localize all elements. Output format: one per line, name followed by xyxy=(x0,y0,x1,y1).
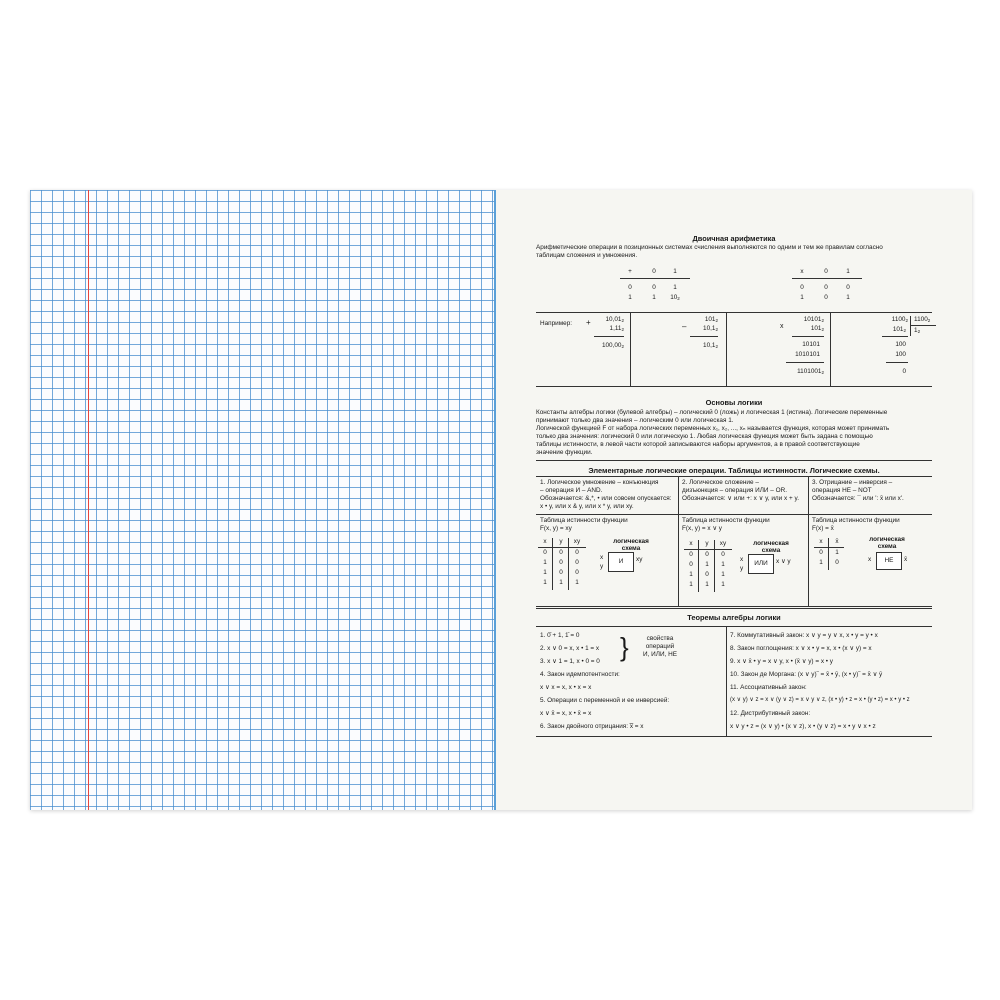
logic-line: принимают только два значения – логическим 0 или логическая 1. xyxy=(536,417,734,424)
logic-line: Логической функцией F от набора логических переменных x₁, x₂, ..., xₙ называется функция, которая может принимать xyxy=(536,425,890,432)
or-gate: ИЛИ xyxy=(748,554,774,574)
logic-line: Константы алгебры логики (булевой алгебры) – логический 0 (ложь) и логическая 1 (истина). Логические переменные xyxy=(536,409,888,416)
and-gate: И xyxy=(608,552,634,572)
reference-page: Двоичная арифметика Арифметические операции в позиционных системах счисления выполняются по одним и тем же правилам согласно таблицам сложения и умножения. + 0 1 0 0 1 1 1 $10_2$ x 0 1 0 0 0 1 0 1 Например: + $10,01_2$ $1,11_2$ $100,00_2$ – $101_2$ $10,1_2$ $10,1_2$ x $10101_2$ $101_2$ 10101 1010101 $1101001_2$ $1100_2$ $1100_2$ $101_2$ $1_2$ 100 100 0 Основы логики Константы алгебры логики (булевой алгебры) – логический 0 (ложь) и логическая 1 (истина). Логические переменные принимают только два значения – логическим 0 или логическая 1. Логической функцией F от набора логических переменных x₁, x₂, ..., xₙ называется функция, которая может принимать только два значения: логический 0 или логическую 1. Любая логическая функция может быть задана с помощью таблицы истинности, в левой части которой записываются наборы аргументов, а в правой соответствующие значение функции. Элементарные логические операции. Таблицы истинности. Логические схемы. 1. Логическое умножение – конъюнкция – операция И – AND. Обозначается: &,*, • или совсем опускается: x • y, или x & y, или x * y, или xy. Таблица истинности функции F(x, y) = xy x y xy 0 0 0 1 0 0 1 0 0 1 1 1 логическая схема x y И xy 2. Логическое сложение – дизъюнкция – операция ИЛИ – OR. Обозначается: ∨ или +: x ∨ y, или x + y. Таблица истинности функции F(x, y) = x ∨ y x y xy 0 0 0 0 1 1 1 0 1 1 1 1 логическая схема x y ИЛИ x ∨ y 3. Отрицание – инверсия – операция НЕ – NOT Обозначается: ¯ или ': x̄ или x'. Таблица истинности функции F(x) = x̄ x x̄ 0 1 1 0 логическая схема x НЕ x̄ Теоремы алгебры логики 1. 0̄ + 1, 1̄ = 0 2. x ∨ 0 = x, x • 1 = x 3. x ∨ 1 = 1, x • 0 = 0 } свойства операций И, ИЛИ, НЕ 4. Закон идемпотентности: x ∨ x = x, x • x = x 5. Операции с переменной и ее инверсией: x ∨ x̄ = x, x • x̄ = x 6. Закон двойного отрицания: x̿ = x 7. Коммутативный закон: x ∨ y = y ∨ x, x • y = y • x 8. Закон поглощения: x ∨ x • y = x, x • (x ∨ y) = x 9. x ∨ x̄ • y = x ∨ y, x • (x̄ ∨ y) = x • y 10. Закон де Моргана: (x ∨ y)‾ = x̄ • ȳ, (x • y)‾ = x̄ ∨ ȳ 11. Ассоциативный закон: (x ∨ y) ∨ z = x ∨ (y ∨ z) = x ∨ y ∨ z, (x • y) • z = x • (y • z) = x • y • z 12. Дистрибутивный закон: x ∨ y • z = (x ∨ y) • (x ∨ z), x • (y ∨ z) = x • y ∨ x • z xyxy=(496,190,972,810)
not-gate: НЕ xyxy=(876,552,902,570)
example-label: Например: xyxy=(540,320,573,327)
logic-line: таблицы истинности, в левой части которой записываются наборы аргументов, а в правой соответствующие xyxy=(536,441,860,448)
binary-intro-line: Арифметические операции в позиционных системах счисления выполняются по одним и тем же правилам согласно xyxy=(536,244,883,251)
logic-title: Основы логики xyxy=(705,398,763,407)
brace: } xyxy=(620,632,629,662)
binary-intro-line: таблицам сложения и умножения. xyxy=(536,252,638,259)
binary-title: Двоичная арифметика xyxy=(692,234,776,243)
ops-title: Элементарные логические операции. Таблицы истинности. Логические схемы. xyxy=(588,466,880,475)
theorems-title: Теоремы алгебры логики xyxy=(687,613,781,622)
notebook-spread xyxy=(30,190,972,810)
grid-page xyxy=(30,190,496,810)
logic-line: значение функции. xyxy=(536,449,593,456)
red-margin-line xyxy=(88,190,89,810)
logic-line: только два значения: логический 0 или логическую 1. Любая логическая функция может быть задана с помощью xyxy=(536,433,873,440)
